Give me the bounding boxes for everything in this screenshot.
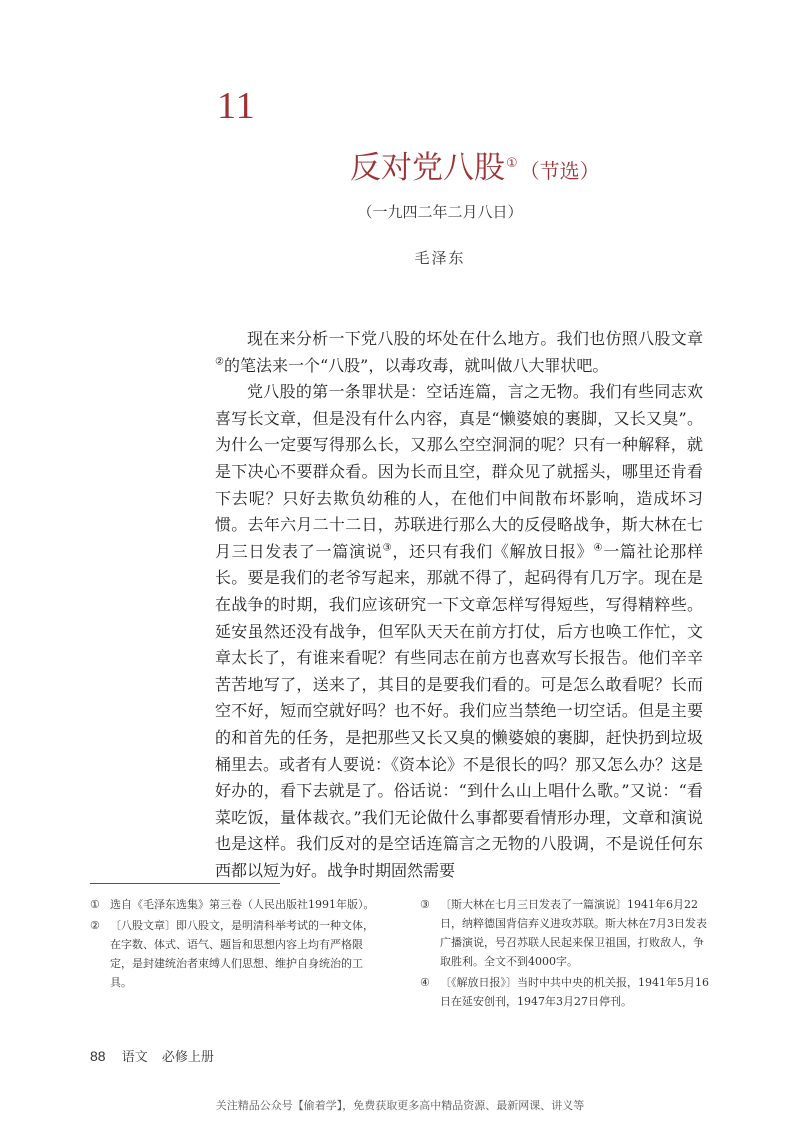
footnote-divider bbox=[90, 883, 280, 884]
footnote-text: 〔斯大林在七月三日发表了一篇演说〕1941年6月22日，纳粹德国背信弃义进攻苏联。斯大林在7月3日发表广播演说，号召苏联人民起来保卫祖国，打败敌人，争取胜利。全文不到4000字。 bbox=[440, 898, 707, 968]
footnote-ref[interactable]: ② bbox=[215, 356, 224, 368]
lesson-number: 11 bbox=[217, 85, 256, 127]
footnote-item bbox=[90, 895, 380, 914]
title-main: 反对党八股 bbox=[350, 150, 505, 186]
article-date: （一九四二年二月八日） bbox=[357, 203, 523, 221]
footnote-mark: ④ bbox=[420, 976, 430, 989]
paragraph-text: ，还只有我们《解放日报》 bbox=[392, 541, 594, 561]
footnote-item bbox=[420, 895, 710, 971]
paragraph-1 bbox=[215, 326, 703, 379]
paragraph-text: 的笔法来一个“八股”，以毒攻毒，就叫做八大罪状吧。 bbox=[223, 355, 609, 375]
footnote-mark: ② bbox=[90, 919, 100, 932]
page-number: 88 bbox=[90, 1048, 106, 1064]
article-body bbox=[215, 326, 703, 884]
footnotes-right bbox=[420, 895, 710, 1013]
book-subject: 语文 bbox=[121, 1050, 148, 1065]
paragraph-2 bbox=[215, 379, 703, 884]
footnote-text: 〔八股文章〕即八股文，是明清科举考试的一种文体，在字数、体式、语气、题旨和思想内容上均有严格限定，是封建统治者束缚人们思想、维护自身统治的工具。 bbox=[110, 919, 374, 989]
footnote-item bbox=[90, 916, 380, 992]
footnote-mark: ① bbox=[90, 898, 100, 911]
page-title bbox=[350, 142, 600, 187]
book-volume: 必修上册 bbox=[161, 1050, 214, 1065]
title-suffix: （节选） bbox=[519, 159, 600, 183]
footnotes-left bbox=[90, 895, 380, 994]
footnote-ref[interactable]: ④ bbox=[593, 542, 604, 554]
title-footnote-mark[interactable]: ① bbox=[506, 155, 518, 171]
paragraph-text: 一篇社论那样长。要是我们的老爷写起来，那就不得了，起码得有几万字。现在是在战争的时期，我们应该研究一下文章怎样写得短些，写得精粹些。延安虽然还没有战争，但军队天天在前方打仗，后方也唤工作忙，文章太长了，有谁来看呢？有些同志在前方也喜欢写长报告。他们辛辛苦苦地写了，送来了，其目的是要我们看的。可是怎么敢看呢？长而空不好，短而空就好吗？也不好。我们应当禁绝一切空话。但是主要的和首先的任务，是把那些又长又臭的懒婆娘的裹脚，赶快扔到垃圾桶里去。或者有人要说：《资本论》不是很长的吗？那又怎么办？这是好办的，看下去就是了。俗话说：“到什么山上唱什么歌。”又说：“看菜吃饭，量体裁衣。”我们无论做什么事都要看情形办理，文章和演说也是这样。我们反对的是空话连篇言之无物的八股调，不是说任何东西都以短为好。战争时期固然需要 bbox=[215, 541, 704, 880]
paragraph-text: 现在来分析一下党八股的坏处在什么地方。我们也仿照八股文章 bbox=[247, 329, 703, 348]
footnote-text: 〔《解放日报》〕当时中共中央的机关报，1941年5月16日在延安创刊，1947年3月27日停刊。 bbox=[440, 976, 709, 1008]
promo-banner: 关注精品公众号【偷着学】，免费获取更多高中精品资源、最新网课、讲义等 bbox=[215, 1099, 585, 1112]
footnote-text: 选自《毛泽东选集》第三卷（人民出版社1991年版）。 bbox=[110, 898, 375, 911]
page-footer bbox=[90, 1046, 214, 1065]
article-author: 毛泽东 bbox=[414, 249, 466, 267]
footnote-item bbox=[420, 973, 710, 1011]
footnote-ref[interactable]: ③ bbox=[382, 542, 393, 554]
footnote-mark: ③ bbox=[420, 898, 430, 911]
paragraph-text: 党八股的第一条罪状是：空话连篇，言之无物。我们有些同志欢喜写长文章，但是没有什么内容，真是“懒婆娘的裹脚，又长又臭”。为什么一定要写得那么长，又那么空空洞洞的呢？只有一种解释，就是下决心不要群众看。因为长而且空，群众见了就摇头，哪里还肯看下去呢？只好去欺负幼稚的人，在他们中间散布坏影响，造成坏习惯。去年六月二十二日，苏联进行那么大的反侵略战争，斯大林在七月三日发表了一篇演说 bbox=[215, 382, 703, 561]
